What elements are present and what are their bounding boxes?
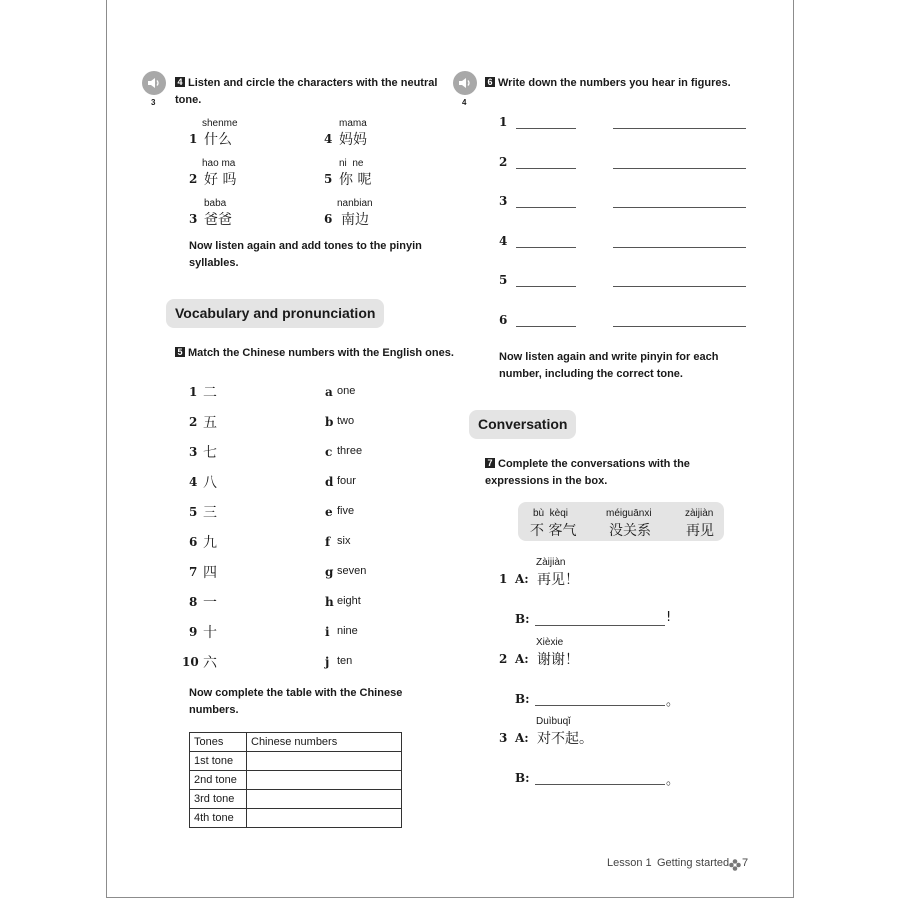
- item-number: 1: [189, 132, 198, 146]
- table-header: Chinese numbers: [247, 733, 402, 752]
- pinyin-answer-line[interactable]: [613, 326, 746, 327]
- pinyin-label: ni ne: [339, 158, 364, 169]
- speaker-b-label: B:: [515, 691, 530, 706]
- table-answer-cell[interactable]: [247, 790, 402, 809]
- table-row-label: 3rd tone: [190, 790, 247, 809]
- track-number: 4: [462, 98, 467, 107]
- item-letter: a: [325, 385, 333, 399]
- item-number: 9: [189, 625, 198, 639]
- flower-icon: [729, 858, 741, 876]
- chinese-number[interactable]: 三: [203, 505, 217, 521]
- figure-answer-line[interactable]: [516, 128, 576, 129]
- section-heading-vocabulary: Vocabulary and pronunciation: [166, 299, 384, 328]
- audio-icon[interactable]: [453, 71, 477, 95]
- item-number: 4: [189, 475, 198, 489]
- exercise-number: 7: [485, 458, 495, 468]
- item-number: 2: [189, 415, 198, 429]
- pinyin-answer-line[interactable]: [613, 286, 746, 287]
- speaker-a-line: 谢谢！: [537, 651, 579, 668]
- item-letter: g: [325, 565, 334, 579]
- sentence-end-mark: 。: [666, 693, 680, 709]
- audio-icon[interactable]: [142, 71, 166, 95]
- english-number[interactable]: seven: [337, 565, 367, 577]
- pinyin-label: baba: [204, 198, 227, 209]
- item-letter: d: [325, 475, 334, 489]
- chinese-number[interactable]: 一: [203, 595, 217, 611]
- pinyin-answer-line[interactable]: [613, 168, 746, 169]
- dialogue-pinyin: Duìbuqǐ: [536, 716, 571, 727]
- item-number: 4: [324, 132, 333, 146]
- figure-answer-line[interactable]: [516, 247, 576, 248]
- table-answer-cell[interactable]: [247, 771, 402, 790]
- item-number: 2: [189, 172, 198, 186]
- box-pinyin: méiguānxi: [606, 508, 652, 519]
- chinese-number[interactable]: 七: [203, 445, 217, 461]
- exercise-4-followup: Now listen again and add tones to the pinyin syllables.: [189, 240, 422, 269]
- footer-lesson: Lesson 1: [607, 857, 652, 869]
- box-expression: 不 客气: [530, 523, 577, 539]
- speaker-a-label: A:: [515, 651, 529, 666]
- english-number[interactable]: six: [337, 535, 351, 547]
- exercise-number: 4: [175, 77, 185, 87]
- chinese-number[interactable]: 九: [203, 535, 217, 551]
- row-number: 3: [499, 194, 508, 209]
- speaker-a-line: 对不起。: [537, 731, 593, 747]
- english-number[interactable]: two: [337, 415, 355, 427]
- table-row-label: 2nd tone: [190, 771, 247, 790]
- row-number: 1: [499, 115, 508, 129]
- speaker-icon: [147, 77, 161, 89]
- hanzi-item[interactable]: 爸爸: [204, 212, 232, 228]
- dialogue-number: 2: [499, 651, 508, 666]
- table-answer-cell[interactable]: [247, 809, 402, 828]
- exercise-number: 6: [485, 77, 495, 87]
- row-number: 5: [499, 273, 508, 288]
- track-number: 3: [151, 98, 156, 107]
- box-expression: 再见: [686, 523, 714, 539]
- table-row-label: 4th tone: [190, 809, 247, 828]
- answer-blank[interactable]: [535, 784, 665, 785]
- item-letter: e: [325, 505, 333, 519]
- chinese-number[interactable]: 二: [203, 385, 217, 401]
- item-letter: h: [325, 595, 334, 609]
- tones-table: [189, 732, 402, 828]
- table-answer-cell[interactable]: [247, 752, 402, 771]
- row-number: 2: [499, 154, 508, 169]
- chinese-number[interactable]: 五: [203, 415, 217, 431]
- table-header: Tones: [190, 733, 247, 752]
- chinese-number[interactable]: 十: [203, 625, 217, 641]
- answer-blank[interactable]: [535, 705, 665, 706]
- item-number: 6: [189, 535, 198, 549]
- item-number: 6: [324, 212, 333, 226]
- figure-answer-line[interactable]: [516, 326, 576, 327]
- answer-blank[interactable]: [535, 625, 665, 626]
- item-letter: j: [325, 655, 330, 669]
- sentence-end-mark: !: [666, 610, 672, 625]
- box-pinyin: bù kèqi: [533, 508, 569, 519]
- figure-answer-line[interactable]: [516, 207, 576, 208]
- item-number: 3: [189, 445, 198, 459]
- pinyin-label: hao ma: [202, 158, 236, 169]
- item-number: 10: [182, 655, 199, 669]
- hanzi-item[interactable]: 南边: [341, 212, 369, 228]
- item-number: 5: [324, 172, 333, 186]
- box-pinyin: zàijiàn: [685, 508, 714, 519]
- chinese-number[interactable]: 八: [203, 475, 217, 491]
- speaker-a-label: A:: [515, 731, 529, 745]
- exercise-5-instruction: 5 Match the Chinese numbers with the English ones.: [175, 345, 455, 362]
- exercise-6-followup: Now listen again and write pinyin for each number, including the correct tone.: [499, 351, 719, 380]
- exercise-4-instruction: 4 Listen and circle the characters with the neutral tone.: [175, 77, 438, 106]
- item-letter: c: [325, 445, 333, 459]
- english-number[interactable]: five: [337, 505, 355, 517]
- row-number: 6: [499, 313, 508, 327]
- table-row-label: 1st tone: [190, 752, 247, 771]
- item-letter: f: [325, 535, 331, 549]
- hanzi-item[interactable]: 妈妈: [339, 132, 367, 148]
- exercise-number: 5: [175, 347, 185, 357]
- figure-answer-line[interactable]: [516, 168, 576, 169]
- dialogue-number: 3: [499, 731, 508, 745]
- pinyin-label: mama: [339, 118, 367, 129]
- dialogue-pinyin: Xièxie: [536, 636, 564, 648]
- hanzi-item[interactable]: 你 呢: [339, 172, 372, 188]
- exercise-5-followup: Now complete the table with the Chinese numbers.: [189, 687, 403, 716]
- english-number[interactable]: four: [337, 475, 356, 487]
- row-number: 4: [499, 233, 508, 248]
- item-number: 7: [189, 565, 198, 579]
- chinese-number[interactable]: 六: [203, 655, 217, 671]
- exercise-6-instruction: 6 Write down the numbers you hear in figures.: [485, 75, 755, 92]
- sentence-end-mark: 。: [666, 773, 680, 788]
- english-number[interactable]: nine: [337, 625, 358, 637]
- english-number[interactable]: ten: [337, 655, 353, 667]
- pinyin-label: nanbian: [337, 198, 373, 209]
- exercise-7-instruction: 7 Complete the conversations with the expressions in the box.: [485, 458, 690, 487]
- section-heading-conversation: Conversation: [469, 410, 576, 439]
- speaker-a-line: 再见！: [537, 572, 579, 588]
- english-number[interactable]: one: [337, 385, 356, 397]
- speaker-icon: [458, 77, 472, 89]
- item-number: 1: [189, 385, 198, 399]
- pinyin-label: shenme: [202, 118, 238, 129]
- item-number: 8: [189, 595, 198, 609]
- item-number: 3: [189, 212, 198, 226]
- hanzi-item[interactable]: 什么: [204, 132, 232, 148]
- dialogue-pinyin: Zàijiàn: [536, 557, 566, 568]
- expression-box: [518, 502, 724, 541]
- pinyin-answer-line[interactable]: [613, 247, 746, 248]
- english-number[interactable]: eight: [337, 595, 361, 607]
- chinese-number[interactable]: 四: [203, 565, 217, 581]
- page-number: 7: [742, 857, 749, 869]
- box-expression: 没关系: [609, 523, 651, 539]
- dialogue-number: 1: [499, 572, 508, 586]
- item-letter: b: [325, 415, 334, 429]
- pinyin-answer-line[interactable]: [613, 207, 746, 208]
- english-number[interactable]: three: [337, 445, 363, 457]
- footer-title: Getting started: [657, 857, 730, 869]
- hanzi-item[interactable]: 好 吗: [204, 172, 237, 188]
- speaker-b-label: B:: [515, 771, 530, 785]
- item-letter: i: [325, 625, 330, 639]
- figure-answer-line[interactable]: [516, 286, 576, 287]
- speaker-a-label: A:: [515, 572, 529, 586]
- item-number: 5: [189, 505, 198, 519]
- pinyin-answer-line[interactable]: [613, 128, 746, 129]
- speaker-b-label: B:: [515, 612, 530, 626]
